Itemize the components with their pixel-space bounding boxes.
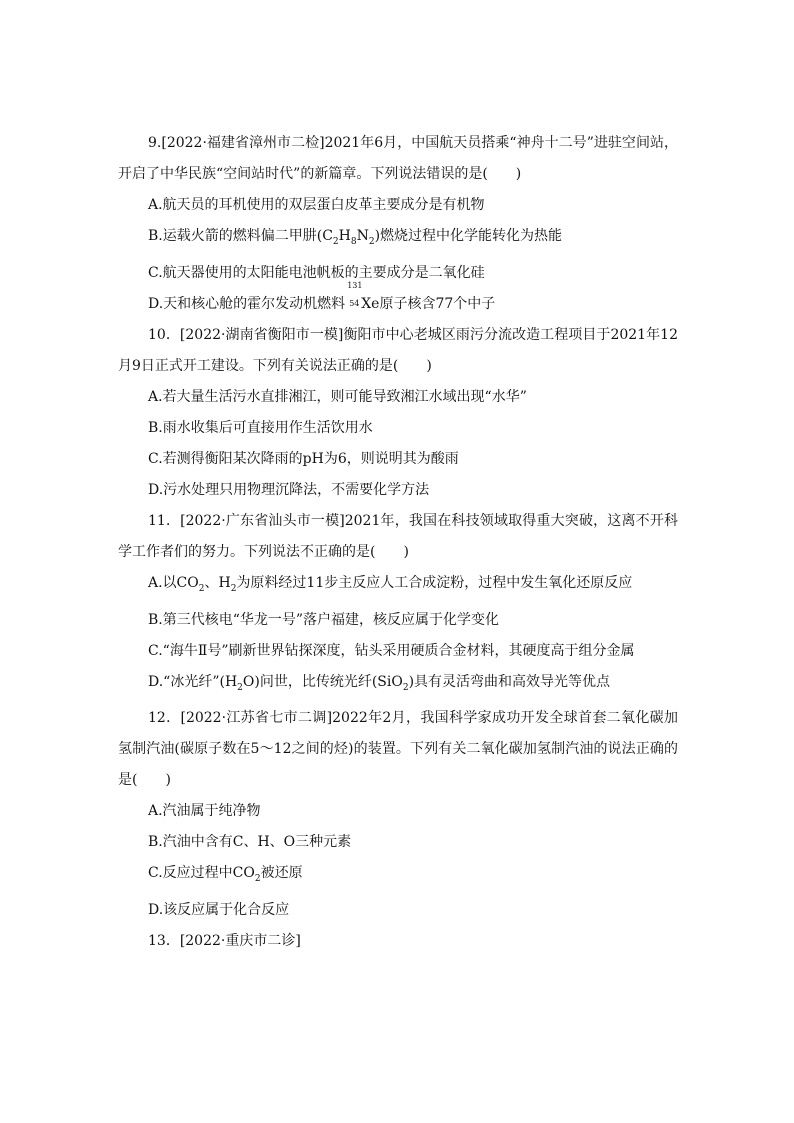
question-stem: 10．[2022·湖南省衡阳市一模]衡阳市中心老城区雨污分流改造工程项目于2021年12月9日正式开工建设。下列有关说法正确的是( ) (118, 326, 678, 374)
option-a (148, 568, 678, 605)
option-d: D.污水处理只用物理沉降法，不需要化学方法 (148, 481, 430, 498)
option-c (148, 858, 678, 895)
option-text: 被还原 (260, 865, 303, 882)
mass-number: 131 (347, 280, 363, 290)
option-text: O)问世，比传统光纤(SiO (242, 673, 403, 690)
option-text: A.以CO (148, 574, 199, 591)
option-c: C.航天器使用的太阳能电池帆板的主要成分是二氧化硅 (148, 264, 485, 281)
subscript: 2 (254, 874, 261, 885)
option-text: 、H (204, 574, 231, 591)
option-text: )具有灵活弯曲和高效导光等优点 (408, 673, 611, 690)
option-text: C.反应过程中CO (148, 865, 255, 882)
subscript: 2 (198, 583, 205, 594)
question-stem: 12．[2022·江苏省七市二调]2022年2月，我国科学家成功开发全球首套二氧化碳加氢制汽油(碳原子数在5～12之间的烃)的装置。下列有关二氧化碳加氢制汽油的说法正确的是( ) (118, 710, 678, 789)
option-b: B.雨水收集后可直接用作生活饮用水 (148, 419, 373, 436)
option-b: B.汽油中含有C、H、O三种元素 (148, 834, 352, 851)
question-9 (118, 128, 678, 320)
option-text: )燃烧过程中化学能转化为热能 (374, 228, 563, 244)
option-text: Xe原子核含77个中子 (361, 295, 496, 312)
atomic-number: 54 (349, 298, 360, 308)
option-text: B.运载火箭的燃料偏二甲肼(C (148, 228, 333, 244)
option-text: D.“冰光纤”(H (148, 673, 238, 690)
option-b: B.第三代核电“华龙一号”落户福建，核反应属于化学变化 (148, 611, 500, 628)
question-12 (118, 703, 678, 926)
subscript: 2 (332, 236, 339, 247)
option-d: D.该反应属于化合反应 (148, 902, 290, 919)
subscript: 2 (230, 583, 237, 594)
question-10 (118, 320, 678, 506)
option-c: C.若测得衡阳某次降雨的pH为6，则说明其为酸雨 (148, 450, 459, 467)
option-text: N (356, 228, 369, 244)
option-a: A.航天员的耳机使用的双层蛋白皮革主要成分是有机物 (148, 197, 485, 213)
question-stem: 13．[2022·重庆市二诊] (148, 933, 301, 950)
option-a: A.若大量生活污水直排湘江，则可能导致湘江水域出现“水华” (148, 388, 527, 405)
question-stem: 11．[2022·广东省汕头市一模]2021年，我国在科技领域取得重大突破，这离不开科学工作者们的努力。下列说法不正确的是( ) (118, 512, 678, 560)
option-a: A.汽油属于纯净物 (148, 803, 261, 820)
option-text: 为原料经过11步主反应人工合成淀粉，过程中发生氧化还原反应 (236, 574, 633, 591)
question-stem: 9.[2022·福建省漳州市二检]2021年6月，中国航天员搭乘“神舟十二号”进驻空间站，开启了中华民族“空间站时代”的新篇章。下列说法错误的是( ) (118, 135, 678, 182)
subscript: 2 (237, 682, 243, 693)
option-d (148, 667, 678, 704)
subscript: 2 (368, 236, 375, 247)
subscript: 8 (350, 236, 357, 247)
option-c: C.“海牛Ⅱ号”刷新世界钻探深度，钻头采用硬质合金材料，其硬度高于组分金属 (148, 642, 635, 659)
nuclide-notation (345, 280, 363, 308)
option-text: D.天和核心舱的霍尔发动机燃料 (148, 295, 346, 312)
option-text: H (338, 228, 351, 244)
subscript: 2 (402, 682, 409, 693)
option-d (148, 280, 678, 320)
question-11 (118, 506, 678, 704)
question-13 (118, 926, 678, 957)
question-list (118, 128, 678, 957)
option-b (148, 221, 678, 258)
